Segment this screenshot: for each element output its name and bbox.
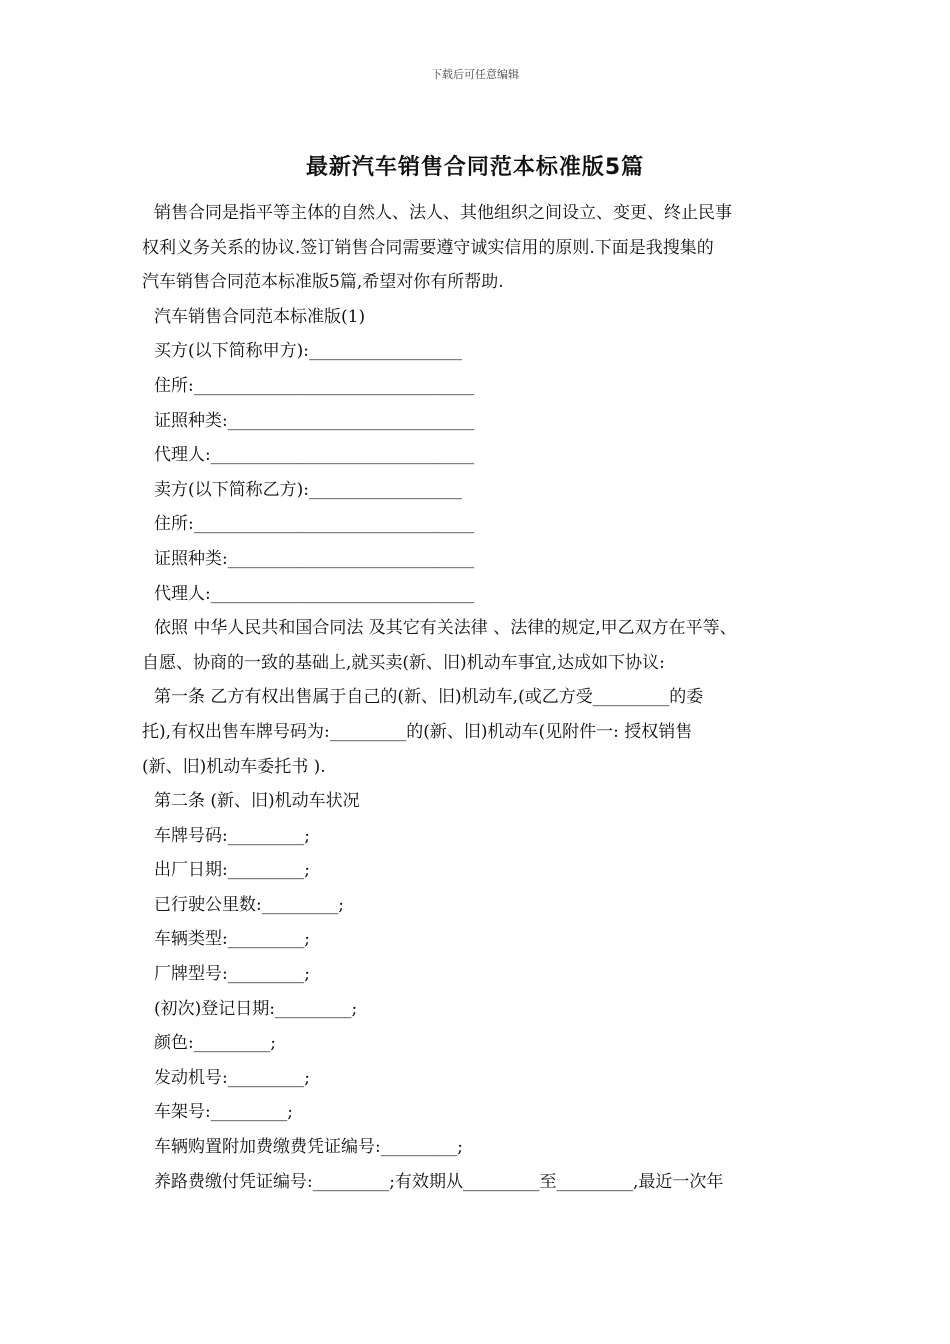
text-line: 发动机号:_________;	[154, 1067, 310, 1088]
text-line: 汽车销售合同范本标准版(1)	[154, 306, 366, 327]
text-line: 买方(以下简称甲方):__________________	[154, 341, 462, 362]
text-line: 权利义务关系的协议.签订销售合同需要遵守诚实信用的原则.下面是我搜集的	[142, 237, 714, 258]
text-line: 车辆购置附加费缴费凭证编号:_________;	[154, 1137, 463, 1158]
text-line: 厂牌型号:_________;	[154, 964, 310, 985]
header-note: 下载后可任意编辑	[431, 68, 519, 81]
text-line: 汽车销售合同范本标准版5篇,希望对你有所帮助.	[142, 272, 504, 293]
document-title: 最新汽车销售合同范本标准版5篇	[305, 155, 645, 180]
text-line: 车牌号码:_________;	[154, 825, 310, 846]
document-body	[142, 196, 822, 1199]
text-line: 托),有权出售车牌号码为:_________的(新、旧)机动车(见附件一: 授权销售	[142, 721, 693, 742]
text-line: 代理人:_______________________________	[154, 583, 475, 604]
text-line: 卖方(以下简称乙方):__________________	[154, 479, 462, 500]
text-line: 住所:_________________________________	[154, 514, 475, 535]
text-line: 销售合同是指平等主体的自然人、法人、其他组织之间设立、变更、终止民事	[154, 203, 732, 223]
text-line: 自愿、协商的一致的基础上,就买卖(新、旧)机动车事宜,达成如下协议:	[142, 652, 665, 673]
text-line: 车架号:_________;	[154, 1102, 293, 1123]
text-line: 出厂日期:_________;	[154, 860, 310, 881]
text-line: 第二条 (新、旧)机动车状况	[154, 791, 360, 812]
text-line: 第一条 乙方有权出售属于自己的(新、旧)机动车,(或乙方受_________的委	[154, 687, 704, 708]
text-line: 养路费缴付凭证编号:_________;有效期从_________至_________,最近一次年	[154, 1171, 724, 1192]
text-line: 颜色:_________;	[154, 1033, 276, 1054]
text-line: 住所:_________________________________	[154, 375, 475, 396]
text-line: (初次)登记日期:_________;	[154, 998, 358, 1019]
text-line: 证照种类:_____________________________	[154, 410, 475, 431]
text-line: 代理人:_______________________________	[154, 445, 475, 466]
text-line: 证照种类:_____________________________	[154, 548, 475, 569]
text-line: 已行驶公里数:_________;	[154, 894, 344, 915]
text-line: 车辆类型:_________;	[154, 929, 310, 950]
text-line: (新、旧)机动车委托书 ).	[142, 756, 326, 777]
text-line: 依照 中华人民共和国合同法 及其它有关法律 、法律的规定,甲乙双方在平等、	[154, 618, 737, 639]
